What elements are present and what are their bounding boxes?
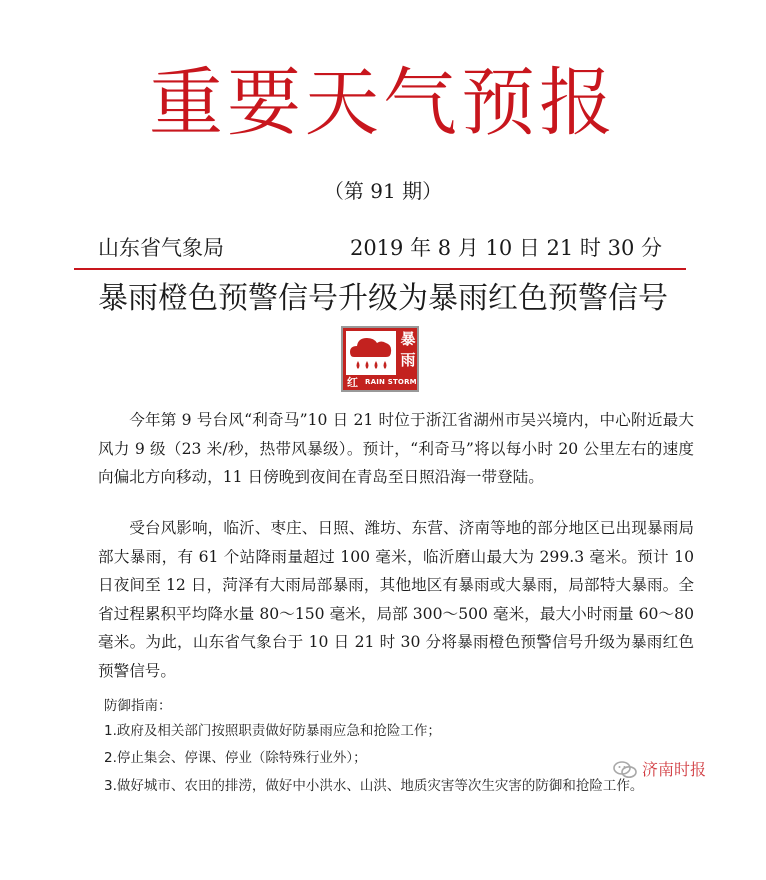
issuing-bureau: 山东省气象局 bbox=[98, 236, 224, 260]
document-title: 重要天气预报 bbox=[149, 60, 617, 146]
issue-datetime: 2019 年 8 月 10 日 21 时 30 分 bbox=[349, 236, 662, 260]
rainstorm-red-signal bbox=[341, 326, 419, 392]
watermark-text: 济南时报 bbox=[642, 760, 707, 779]
defense-guide-heading: 防御指南： bbox=[104, 698, 172, 714]
wechat-icon bbox=[612, 760, 638, 780]
signal-english-label: RAIN STORM bbox=[365, 378, 417, 386]
header-divider bbox=[74, 268, 686, 270]
issue-number: （第 91 期） bbox=[323, 179, 443, 203]
signal-char-storm: 暴 bbox=[400, 330, 416, 348]
defense-guide-item: 1.政府及相关部门按照职责做好防暴雨应急和抢险工作； bbox=[104, 723, 441, 739]
defense-guide-item: 2.停止集会、停课、停业（除特殊行业外）； bbox=[104, 750, 367, 766]
watermark bbox=[612, 760, 706, 780]
signal-level: 红 bbox=[347, 376, 358, 389]
defense-guide-item: 3.做好城市、农田的排涝，做好中小洪水、山洪、地质灾害等次生灾害的防御和抢险工作。 bbox=[104, 778, 644, 794]
signal-char-rain: 雨 bbox=[400, 351, 416, 369]
warning-headline: 暴雨橙色预警信号升级为暴雨红色预警信号 bbox=[98, 281, 668, 316]
paragraph-typhoon: 今年第 9 号台风“利奇马”10 日 21 时位于浙江省湖州市吴兴境内，中心附近最大风力 9 级（23 米/秒，热带风暴级）。预计，“利奇马”将以每小时 20 公里左右的速度向偏北方向移动，11 日傍晚到夜间在青岛至日照沿海一带登陆。 bbox=[98, 411, 694, 486]
paragraph-rainfall: 受台风影响，临沂、枣庄、日照、潍坊、东营、济南等地的部分地区已出现暴雨局部大暴雨，有 61 个站降雨量超过 100 毫米，临沂磨山最大为 299.3 毫米。预计 10 日夜间至 12 日，菏泽有大雨局部暴雨，其他地区有暴雨或大暴雨，局部特大暴雨。全省过程累积平均降水量 80～150 毫米，局部 300～500 毫米，最大小时雨量 60～80 毫米。为此，山东省气象台于 10 日 21 时 30 分将暴雨橙色预警信号升级为暴雨红色预警信号。 bbox=[98, 519, 694, 680]
rain-cloud-icon bbox=[346, 331, 396, 375]
